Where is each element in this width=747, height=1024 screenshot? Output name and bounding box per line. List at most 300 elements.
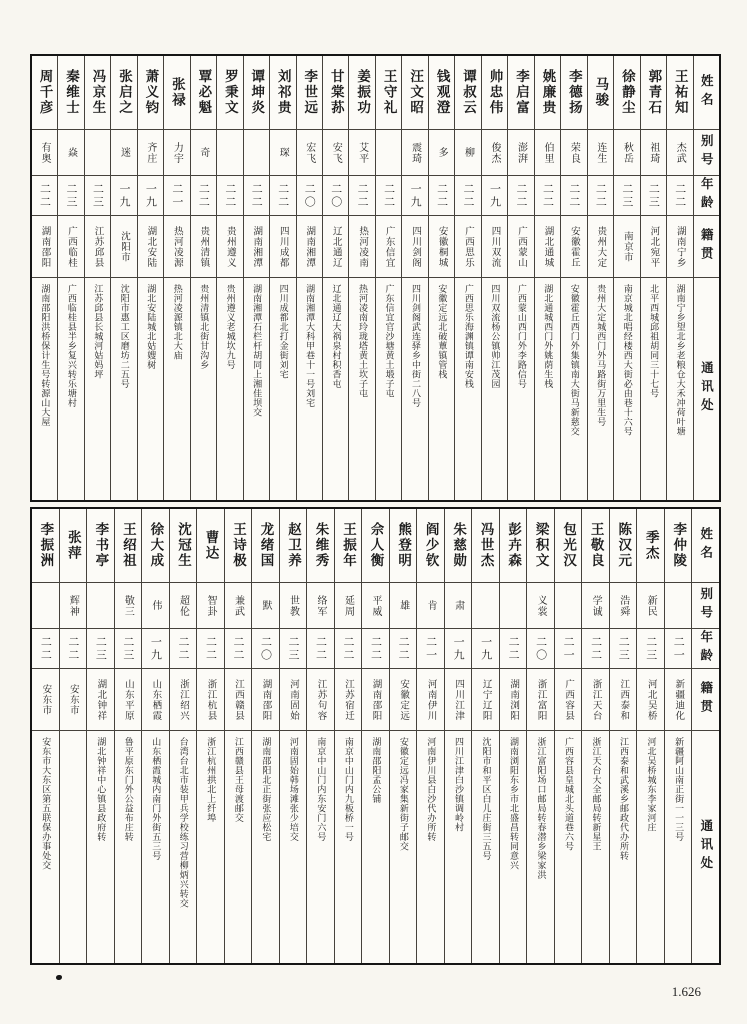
person-native-text: 湖北通城 <box>542 225 553 268</box>
person-alias-text: 力宇 <box>171 141 183 164</box>
person-native <box>32 669 59 731</box>
person-name-text: 汪文昭 <box>408 69 424 116</box>
person-alias-text: 杰武 <box>674 141 686 164</box>
person-native <box>85 216 110 278</box>
person-native <box>508 216 533 278</box>
person-name-text: 谭坤炎 <box>249 69 265 116</box>
person-age <box>244 176 269 216</box>
person-address-text: 湖北安陆城北姑嫂树 <box>146 284 157 370</box>
person-alias <box>32 130 57 176</box>
person-native-text: 山东平原 <box>122 678 133 721</box>
person-name <box>500 509 527 583</box>
person-alias <box>111 130 136 176</box>
person-alias <box>535 130 560 176</box>
person-alias-text: 俊杰 <box>489 141 501 164</box>
person-age <box>610 629 637 669</box>
person-name-text: 郭青石 <box>646 69 662 116</box>
person-address-text: 江苏邱县长城河姑妈坪 <box>93 284 104 379</box>
person-address-text: 广东信宜官沙塘黄土塅子屯 <box>384 284 395 398</box>
person-age-text: 二一 <box>562 635 575 662</box>
person-alias <box>32 583 59 629</box>
person-age <box>402 176 427 216</box>
person-native-text: 贵州大定 <box>595 225 606 268</box>
person-name-text: 李德扬 <box>566 69 582 116</box>
person-address <box>445 731 472 963</box>
person-native-text: 安徽定远 <box>398 678 409 721</box>
person-address <box>417 731 444 963</box>
person-name <box>376 56 401 130</box>
person-age-text: 一九 <box>479 635 492 662</box>
person-name <box>588 56 613 130</box>
person-age-text: 二二 <box>507 635 520 662</box>
person-age-text: 二三 <box>65 182 78 209</box>
header-alias-text: 别号 <box>698 587 713 624</box>
person-age-text: 二二 <box>541 182 554 209</box>
person-alias <box>244 130 269 176</box>
person-name-text: 徐静尘 <box>619 69 635 116</box>
person-address-text: 河南固始韩场滩张少培交 <box>288 737 299 842</box>
header-native <box>692 669 719 731</box>
person-alias <box>142 583 169 629</box>
person-age-text: 一九 <box>149 635 162 662</box>
person-native-text: 贵州清镇 <box>198 225 209 268</box>
header-address <box>694 278 719 500</box>
person-name-text: 朱慈勋 <box>451 522 467 569</box>
person-name <box>482 56 507 130</box>
person-alias <box>170 583 197 629</box>
person-native-text: 江西泰和 <box>618 678 629 721</box>
person-address <box>32 731 59 963</box>
person-address <box>455 278 480 500</box>
header-address-text: 通讯处 <box>699 361 714 417</box>
header-age-text: 年龄 <box>698 630 713 667</box>
person-age-text: 二二 <box>673 182 686 209</box>
person-age-text: 一九 <box>144 182 157 209</box>
person-native-text: 安东市 <box>40 683 51 716</box>
person-age <box>429 176 454 216</box>
person-column <box>59 509 87 963</box>
person-address <box>115 731 142 963</box>
person-alias-text: 肃 <box>452 600 464 611</box>
person-address-text: 辽北通辽大祸泉村积香屯 <box>331 284 342 389</box>
person-address <box>402 278 427 500</box>
person-age <box>535 176 560 216</box>
person-native <box>87 669 114 731</box>
person-native <box>323 216 348 278</box>
person-name <box>641 56 666 130</box>
person-column <box>216 56 242 500</box>
person-alias-text: 浩舜 <box>617 594 629 617</box>
person-column <box>454 56 480 500</box>
person-native <box>252 669 279 731</box>
person-name <box>508 56 533 130</box>
person-age <box>297 176 322 216</box>
person-address-text: 安徽霍丘西门外集镇南大街马新慈交 <box>569 284 580 436</box>
person-native-text: 四川双流 <box>489 225 500 268</box>
person-age-text: 二一 <box>672 635 685 662</box>
person-age-text: 二二 <box>397 635 410 662</box>
person-alias-text: 齐庄 <box>144 141 156 164</box>
person-alias <box>85 130 110 176</box>
person-address-text: 南京城北唱经楼西大街必由巷十六号 <box>622 284 633 436</box>
person-name <box>429 56 454 130</box>
person-age-text: 二二 <box>204 635 217 662</box>
person-native-text: 湖北安陆 <box>145 225 156 268</box>
person-name <box>637 509 664 583</box>
header-name <box>692 509 719 583</box>
person-address-text: 湖南邵阳洪桥保计生号转源山大屋 <box>40 284 51 427</box>
person-column <box>306 509 334 963</box>
person-address <box>164 278 189 500</box>
person-alias-text: 焱 <box>65 147 77 158</box>
person-name-text: 阎少钦 <box>423 522 439 569</box>
person-alias <box>307 583 334 629</box>
person-name <box>535 56 560 130</box>
person-address <box>58 278 83 500</box>
person-name <box>115 509 142 583</box>
person-native <box>417 669 444 731</box>
person-name-text: 李振洲 <box>38 522 54 569</box>
person-name <box>164 56 189 130</box>
header-address-text: 通讯处 <box>698 819 713 875</box>
person-age-text: 二二 <box>176 635 189 662</box>
person-native <box>500 669 527 731</box>
person-alias-text: 络军 <box>315 594 327 617</box>
header-age-text: 年龄 <box>699 177 714 214</box>
person-age <box>191 176 216 216</box>
person-column <box>196 509 224 963</box>
person-age-text: 二二 <box>435 182 448 209</box>
person-address-text: 四川江津白沙镇调岭村 <box>453 737 464 832</box>
person-alias <box>637 583 664 629</box>
person-name <box>170 509 197 583</box>
person-age-text: 一九 <box>452 635 465 662</box>
person-age-text: 二三 <box>617 635 630 662</box>
person-native <box>614 216 639 278</box>
person-alias-text: 辉神 <box>67 594 79 617</box>
person-column <box>416 509 444 963</box>
person-alias <box>508 130 533 176</box>
person-age <box>217 176 242 216</box>
person-age <box>335 629 362 669</box>
person-native <box>280 669 307 731</box>
person-native <box>217 216 242 278</box>
person-native <box>637 669 664 731</box>
person-name <box>197 509 224 583</box>
person-age <box>582 629 609 669</box>
person-name-text: 熊登明 <box>396 522 412 569</box>
person-name-text: 梁积文 <box>533 522 549 569</box>
person-age <box>142 629 169 669</box>
person-age <box>323 176 348 216</box>
person-alias <box>270 130 295 176</box>
person-address-text: 热河凌南玲珑塔黄土坎子屯 <box>358 284 369 398</box>
person-column <box>269 56 295 500</box>
person-native-text: 贵州遵义 <box>224 225 235 268</box>
person-alias <box>527 583 554 629</box>
person-age-text: 二二 <box>382 182 395 209</box>
person-alias <box>217 130 242 176</box>
person-address <box>500 731 527 963</box>
person-name <box>472 509 499 583</box>
person-age <box>32 629 59 669</box>
person-age-text: 二二 <box>231 635 244 662</box>
person-column <box>110 56 136 500</box>
person-native-text: 河南固始 <box>288 678 298 721</box>
roster-table-bottom <box>30 507 721 965</box>
person-native <box>527 669 554 731</box>
person-column <box>534 56 560 500</box>
person-name-text: 罗秉文 <box>222 69 238 116</box>
person-age <box>115 629 142 669</box>
person-address <box>349 278 374 500</box>
person-age <box>500 629 527 669</box>
person-alias <box>297 130 322 176</box>
person-address <box>142 731 169 963</box>
person-native-text: 浙江富阳 <box>535 678 546 721</box>
person-column <box>322 56 348 500</box>
person-native <box>665 669 692 731</box>
person-column <box>137 56 163 500</box>
person-column <box>251 509 279 963</box>
person-column <box>526 509 554 963</box>
person-address-text: 湖南宁乡望北乡老粮仓大禾冲荷叶塘 <box>675 284 686 436</box>
person-name <box>455 56 480 130</box>
person-address <box>665 731 692 963</box>
person-alias <box>376 130 401 176</box>
header-name-text: 姓名 <box>698 527 713 564</box>
person-age-text: 二三 <box>644 635 657 662</box>
person-alias-text: 智卦 <box>204 594 216 617</box>
person-column <box>640 56 666 500</box>
person-alias-text: 有奥 <box>39 141 51 164</box>
person-address-text: 南京中山门内东安门六号 <box>316 737 327 842</box>
person-age-text: 二〇 <box>259 635 272 662</box>
person-name-text: 徐大成 <box>148 522 164 569</box>
person-alias-text: 祖琦 <box>647 141 659 164</box>
person-name-text: 帅忠伟 <box>487 69 503 116</box>
person-alias-text: 安飞 <box>330 141 342 164</box>
person-alias <box>555 583 582 629</box>
person-alias-text: 敬三 <box>122 594 134 617</box>
person-alias-text: 雄 <box>397 600 409 611</box>
person-name-text: 周千彦 <box>37 69 53 116</box>
person-name <box>138 56 163 130</box>
person-age <box>665 629 692 669</box>
person-age-text: 二二 <box>514 182 527 209</box>
person-name <box>252 509 279 583</box>
person-name <box>561 56 586 130</box>
person-alias <box>417 583 444 629</box>
person-age <box>417 629 444 669</box>
person-address-text: 广西容县皇城北头道巷六号 <box>564 737 574 851</box>
person-address-text: 安东市大东区第五联保办事处交 <box>41 737 52 870</box>
person-address-text: 贵州清镇北街甘沟乡 <box>199 284 210 370</box>
person-native-text: 江苏邱县 <box>92 225 103 268</box>
person-column <box>32 509 59 963</box>
person-address <box>225 731 252 963</box>
person-native-text: 江苏句容 <box>315 678 326 721</box>
person-native-text: 广东信宜 <box>383 225 394 268</box>
person-column <box>666 56 692 500</box>
person-alias <box>402 130 427 176</box>
person-address <box>637 731 664 963</box>
person-address-text: 北平西城邱祖胡同三十七号 <box>649 284 660 398</box>
person-native-text: 安徽霍丘 <box>568 225 579 268</box>
person-native <box>445 669 472 731</box>
person-native <box>60 669 87 731</box>
person-age-text: 一九 <box>409 182 422 209</box>
person-column <box>296 56 322 500</box>
person-address-text: 广西思乐海渊镇谭南安栈 <box>463 284 474 389</box>
person-age-text: 二二 <box>462 182 475 209</box>
person-native-text: 湖南浏阳 <box>508 678 519 721</box>
person-name-text: 佘人衡 <box>368 522 384 569</box>
person-column <box>587 56 613 500</box>
person-name <box>335 509 362 583</box>
person-native-text: 河南伊川 <box>425 678 436 721</box>
person-native-text: 湖南湘潭 <box>304 225 315 268</box>
person-age-text: 二二 <box>594 182 607 209</box>
person-native-text: 浙江杭县 <box>205 678 216 721</box>
person-address <box>170 731 197 963</box>
person-address <box>111 278 136 500</box>
person-address-text: 浙江富阳场口邮局转春潜乡梁家洪 <box>536 737 547 880</box>
person-age <box>87 629 114 669</box>
person-alias <box>335 583 362 629</box>
person-native <box>641 216 666 278</box>
person-age <box>307 629 334 669</box>
person-native <box>429 216 454 278</box>
person-column <box>279 509 307 963</box>
person-name <box>60 509 87 583</box>
person-native <box>191 216 216 278</box>
person-address <box>555 731 582 963</box>
person-native <box>610 669 637 731</box>
person-alias-text: 荣良 <box>568 141 580 164</box>
person-native-text: 湖南邵阳 <box>260 678 271 721</box>
person-address-text: 江西赣县王母渡邮交 <box>233 737 244 823</box>
person-name-text: 包光汉 <box>561 522 577 569</box>
person-name <box>297 56 322 130</box>
person-native <box>111 216 136 278</box>
person-alias-text: 伟 <box>149 600 161 611</box>
person-age <box>138 176 163 216</box>
person-address-text: 湖南浏阳东乡市北盛昌转同意兴 <box>508 737 519 870</box>
person-age-text: 二二 <box>567 182 580 209</box>
header-column <box>691 509 719 963</box>
person-name-text: 曹达 <box>203 530 219 561</box>
person-address <box>87 731 114 963</box>
person-age <box>527 629 554 669</box>
person-column <box>401 56 427 500</box>
person-address-text: 新疆阿山南正街一一三号 <box>674 737 685 842</box>
person-column <box>554 509 582 963</box>
person-address <box>429 278 454 500</box>
person-alias-text: 连生 <box>594 141 606 164</box>
person-name <box>610 509 637 583</box>
person-name <box>142 509 169 583</box>
person-alias <box>390 583 417 629</box>
person-column <box>243 56 269 500</box>
person-native-text: 广西思乐 <box>463 225 474 268</box>
person-age <box>32 176 57 216</box>
person-alias <box>500 583 527 629</box>
person-name <box>323 56 348 130</box>
person-age <box>445 629 472 669</box>
person-age <box>641 176 666 216</box>
person-column <box>84 56 110 500</box>
person-alias <box>87 583 114 629</box>
person-alias <box>164 130 189 176</box>
header-native-text: 籍贯 <box>698 681 713 718</box>
person-address <box>335 731 362 963</box>
person-name-text: 沈冠生 <box>175 522 191 569</box>
person-native <box>561 216 586 278</box>
person-native <box>297 216 322 278</box>
person-name <box>307 509 334 583</box>
person-column <box>471 509 499 963</box>
person-column <box>499 509 527 963</box>
scan-speck <box>56 975 62 980</box>
person-name-text: 李世远 <box>302 69 318 116</box>
person-name <box>32 56 57 130</box>
person-column <box>609 509 637 963</box>
person-address-text: 四川剑阁武连驿乡中街二八号 <box>410 284 421 408</box>
person-address <box>280 731 307 963</box>
person-alias <box>641 130 666 176</box>
person-age <box>252 629 279 669</box>
person-column <box>389 509 417 963</box>
person-native-text: 广西临桂 <box>66 225 77 268</box>
person-alias-text: 平威 <box>370 594 382 617</box>
person-address <box>85 278 110 500</box>
person-native-text: 广西蒙山 <box>515 225 526 268</box>
person-alias-text: 多 <box>436 147 448 158</box>
person-address-text: 河南伊川县白沙代办所转 <box>426 737 437 842</box>
person-native-text: 河北吴桥 <box>645 678 656 721</box>
person-native-text: 江西赣县 <box>232 678 243 721</box>
person-age-text: 二二 <box>38 182 51 209</box>
person-alias <box>138 130 163 176</box>
person-alias-text: 义裳 <box>535 594 547 617</box>
person-alias-text: 艾平 <box>356 141 368 164</box>
person-name-text: 李仲陵 <box>671 522 687 569</box>
person-address-text: 四川双流杨公镇帅江茂园 <box>490 284 501 389</box>
person-address-text: 台湾台北市装甲兵学校练习营柳炳兴转交 <box>178 737 189 908</box>
person-column <box>57 56 83 500</box>
person-native <box>164 216 189 278</box>
person-column <box>224 509 252 963</box>
person-alias-text: 新民 <box>645 594 657 617</box>
person-name-text: 马骏 <box>593 77 609 108</box>
person-native <box>270 216 295 278</box>
person-address-text: 江西泰和武溪乡邮政代办所转 <box>619 737 630 861</box>
person-native-text: 河北宛平 <box>648 225 659 268</box>
person-native <box>390 669 417 731</box>
header-native-text: 籍贯 <box>699 228 714 265</box>
person-age <box>667 176 692 216</box>
person-name-text: 王守礼 <box>381 69 397 116</box>
person-name-text: 萧义钧 <box>143 69 159 116</box>
person-age-text: 二三 <box>94 635 107 662</box>
person-age <box>508 176 533 216</box>
person-column <box>163 56 189 500</box>
person-name-text: 彭卉森 <box>506 522 522 569</box>
person-column <box>613 56 639 500</box>
person-age <box>362 629 389 669</box>
person-alias <box>610 583 637 629</box>
